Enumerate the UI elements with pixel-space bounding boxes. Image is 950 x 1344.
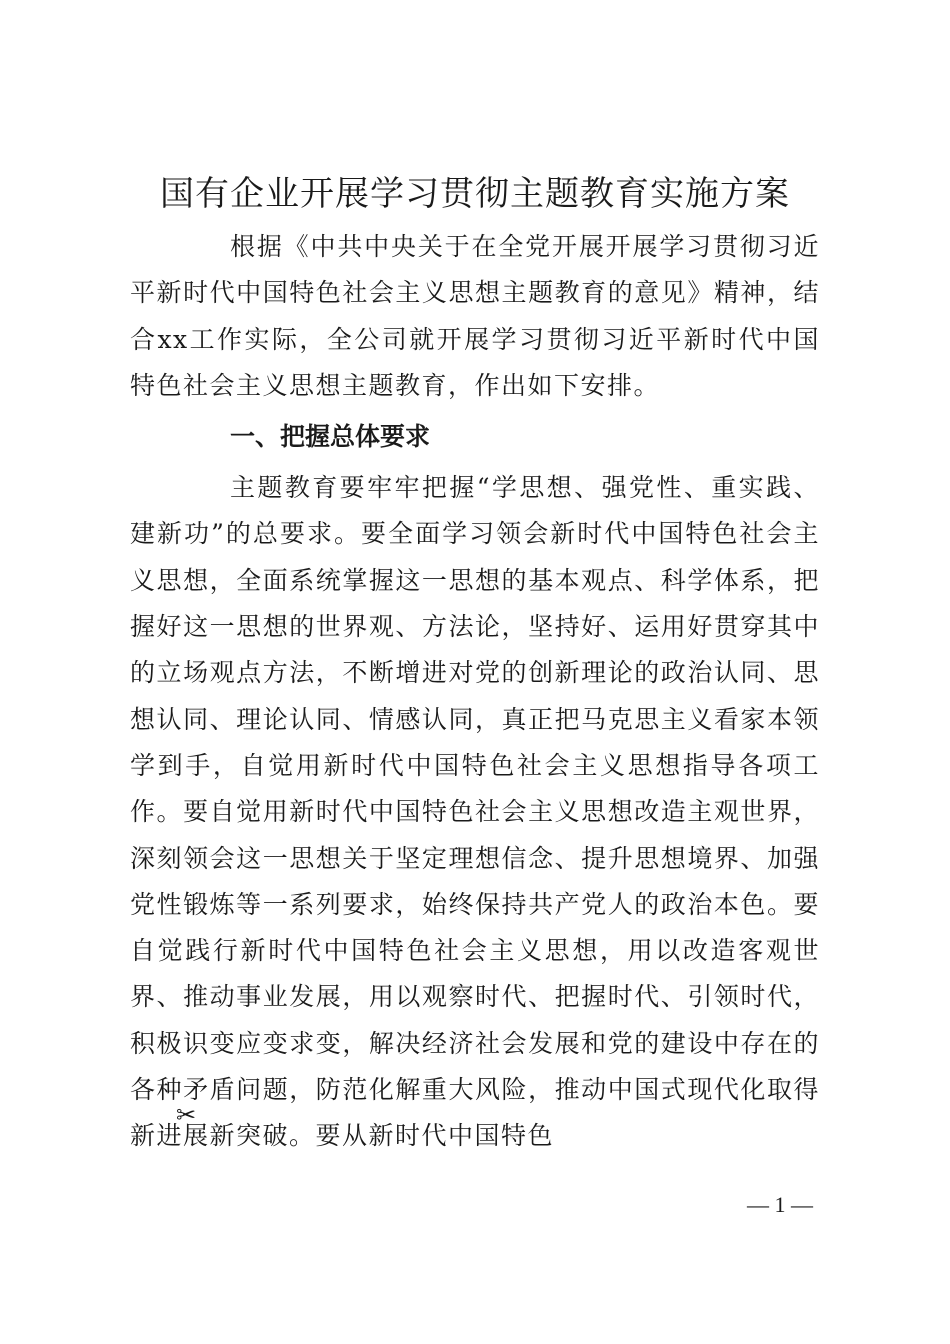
- document-title: 国有企业开展学习贯彻主题教育实施方案: [160, 174, 790, 214]
- section-heading: 一、把握总体要求: [230, 422, 431, 452]
- intro-paragraph: 根据《中共中央关于在全党开展开展学习贯彻习近平新时代中国特色社会主义思想主题教育的意见》精神，结合xx工作实际，全公司就开展学习贯彻习近平新时代中国特色社会主义思想主题教育，作出如下安排。: [130, 232, 820, 400]
- scissors-icon: ✂: [176, 1101, 197, 1129]
- document-body: [130, 224, 820, 1160]
- section-paragraph: 主题教育要牢牢把握“学思想、强党性、重实践、建新功”的总要求。要全面学习领会新时代中国特色社会主义思想，全面系统掌握这一思想的基本观点、科学体系，把握好这一思想的世界观、方法论，坚持好、运用好贯穿其中的立场观点方法，不断增进对党的创新理论的政治认同、思想认同、理论认同、情感认同，真正把马克思主义看家本领学到手，自觉用新时代中国特色社会主义思想指导各项工作。要自觉用新时代中国特色社会主义思想改造主观世界，深刻领会这一思想关于坚定理想信念、提升思想境界、加强党性锻炼等一系列要求，始终保持共产党人的政治本色。要自觉践行新时代中国特色社会主义思想，用以改造客观世界、推动事业发展，用以观察时代、把握时代、引领时代，积极识变应变求变，解决经济社会发展和党的建设中存在的各种矛盾问题，防范化解重大风险，推动中国式现代化取得新进展新突破。要从新时代中国特色: [130, 473, 820, 1151]
- page-number: — 1 —: [747, 1192, 813, 1217]
